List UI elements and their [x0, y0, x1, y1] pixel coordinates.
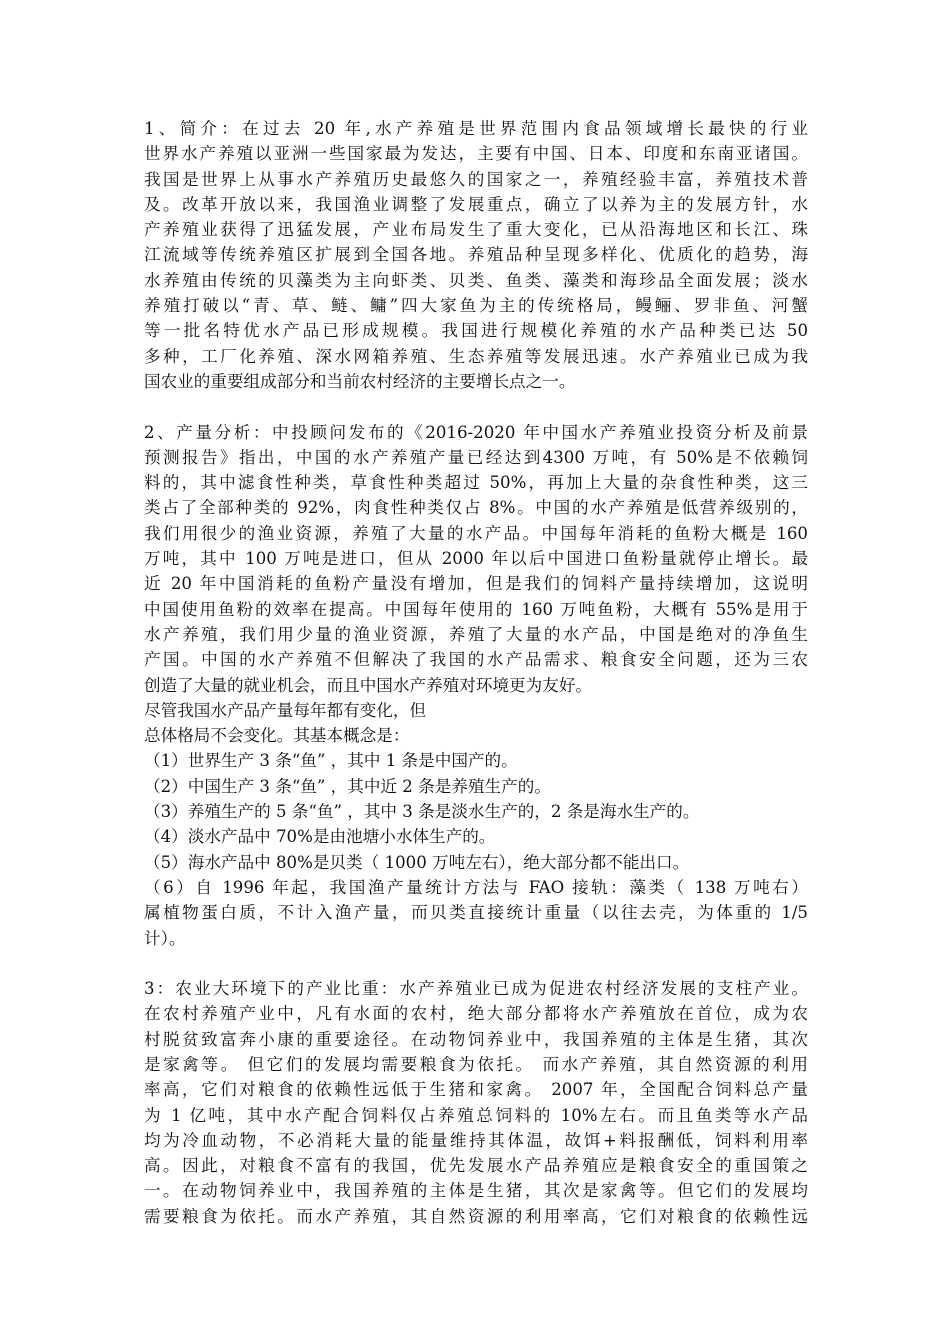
list-item: （2）中国生产 3 条“鱼” ，其中近 2 条是养殖生产的。 — [144, 776, 551, 796]
paragraph-line: 多种，工厂化养殖、深水网箱养殖、生态养殖等发展迅速。水产养殖业已成为我 — [144, 346, 808, 366]
paragraph-line: 及。改革开放以来，我国渔业调整了发展重点，确立了以养为主的发展方针，水 — [144, 194, 808, 214]
paragraph-line: 1、简介：在过去 20 年,水产养殖是世界范围内食品领域增长最快的行业 — [144, 119, 808, 138]
paragraph-line: 2、产量分析：中投顾问发布的《2016-2020 年中国水产养殖业投资分析及前景 — [144, 422, 808, 442]
document-body — [144, 116, 808, 1229]
paragraph-line: 国农业的重要组成部分和当前农村经济的主要增长点之一。 — [144, 371, 576, 391]
paragraph-line: 3：农业大环境下的产业比重：水产养殖业已成为促进农村经济发展的支柱产业。 — [144, 979, 808, 999]
paragraph-line: 创造了大量的就业机会，而且中国水产养殖对环境更为友好。 — [144, 675, 593, 695]
paragraph-line: 水产养殖，我们用少量的渔业资源，养殖了大量的水产品，中国是绝对的净鱼生 — [144, 624, 808, 644]
paragraph-line: 预测报告》指出，中国的水产养殖产量已经达到4300 万吨，有 50%是不依赖饲 — [144, 447, 808, 467]
paragraph-line: 率高，它们对粮食的依赖性远低于生猪和家禽。 2007 年，全国配合饲料总产量 — [144, 1080, 808, 1100]
paragraph-line: 水养殖由传统的贝藻类为主向虾类、贝类、鱼类、藻类和海珍品全面发展；淡水 — [144, 270, 808, 290]
paragraph-line: 总体格局不会变化。其基本概念是： — [144, 726, 410, 746]
paragraph-line: 在农村养殖产业中，凡有水面的农村，绝大部分都将水产养殖放在首位，成为农 — [144, 1004, 808, 1024]
paragraph-gap — [144, 394, 808, 419]
paragraph-line: 高。因此，对粮食不富有的我国，优先发展水产品养殖应是粮食安全的重国策之 — [144, 1156, 808, 1176]
paragraph-line: 养殖打破以“青、草、鲢、鳙”四大家鱼为主的传统格局，鳗鲡、罗非鱼、河蟹 — [144, 296, 808, 316]
paragraph-line: 近 20 年中国消耗的鱼粉产量没有增加，但是我们的饲料产量持续增加，这说明 — [144, 574, 808, 594]
paragraph-line: 等一批名特优水产品已形成规模。我国进行规模化养殖的水产品种类已达 50 — [144, 321, 808, 341]
paragraph-line: 我国是世界上从事水产养殖历史最悠久的国家之一，养殖经验丰富，养殖技术普 — [144, 169, 808, 189]
paragraph-line: 万吨，其中 100 万吨是进口，但从 2000 年以后中国进口鱼粉量就停止增长。最 — [144, 549, 808, 569]
paragraph-line: 产养殖业获得了迅猛发展，产业布局发生了重大变化，已从沿海地区和长江、珠 — [144, 220, 808, 240]
paragraph-gap — [144, 951, 808, 976]
paragraph-line: 是家禽等。 但它们的发展均需要粮食为依托。 而水产养殖，其自然资源的利用 — [144, 1054, 808, 1074]
paragraph-line: 世界水产养殖以亚洲一些国家最为发达，主要有中国、日本、印度和东南亚诸国。 — [144, 144, 808, 164]
paragraph-line: 村脱贫致富奔小康的重要途径。在动物饲养业中，我国养殖的主体是生猪，其次 — [144, 1029, 808, 1049]
list-item: （1）世界生产 3 条“鱼” ，其中 1 条是中国产的。 — [144, 751, 518, 771]
section-3-industry-share — [144, 976, 808, 1229]
paragraph-line: 一。在动物饲养业中，我国养殖的主体是生猪，其次是家禽等。但它们的发展均 — [144, 1181, 808, 1201]
list-item: （3）养殖生产的 5 条“鱼” ，其中 3 条是淡水生产的，2 条是海水生产的。 — [144, 802, 700, 822]
section-1-intro — [144, 116, 808, 394]
section-2-output-analysis — [144, 420, 808, 951]
list-item: （4）淡水产品中 70%是由池塘小水体生产的。 — [144, 827, 496, 847]
paragraph-line: 料的，其中滤食性种类，草食性种类超过 50%，再加上大量的杂食性种类，这三 — [144, 473, 808, 493]
list-item: 属植物蛋白质，不计入渔产量，而贝类直接统计重量（以往去壳，为体重的 1/5 — [144, 903, 808, 923]
paragraph-line: 尽管我国水产品产量每年都有变化，但 — [144, 700, 427, 720]
paragraph-line: 江流域等传统养殖区扩展到全国各地。养殖品种呈现多样化、优质化的趋势，海 — [144, 245, 808, 265]
paragraph-line: 为 1 亿吨，其中水产配合饲料仅占养殖总饲料的 10%左右。而且鱼类等水产品 — [144, 1105, 808, 1125]
list-item: （6）自 1996 年起，我国渔产量统计方法与 FAO 接轨：藻类（ 138 万吨右） — [144, 877, 808, 897]
paragraph-line: 需要粮食为依托。而水产养殖，其自然资源的利用率高，它们对粮食的依赖性远 — [144, 1206, 808, 1226]
list-item: （5）海水产品中 80%是贝类（ 1000 万吨左右），绝大部分都不能出口。 — [144, 852, 690, 872]
list-item: 计）。 — [144, 928, 186, 948]
paragraph-line: 中国使用鱼粉的效率在提高。中国每年使用的 160 万吨鱼粉，大概有 55%是用于 — [144, 599, 808, 619]
paragraph-line: 我们用很少的渔业资源，养殖了大量的水产品。中国每年消耗的鱼粉大概是 160 — [144, 523, 808, 543]
paragraph-line: 类占了全部种类的 92%，肉食性种类仅占 8%。中国的水产养殖是低营养级别的， — [144, 498, 808, 518]
paragraph-line: 产国。中国的水产养殖不但解决了我国的水产品需求、粮食安全问题，还为三农 — [144, 650, 808, 670]
paragraph-line: 均为冷血动物，不必消耗大量的能量维持其体温，故饵+料报酬低，饲料利用率 — [144, 1130, 808, 1150]
